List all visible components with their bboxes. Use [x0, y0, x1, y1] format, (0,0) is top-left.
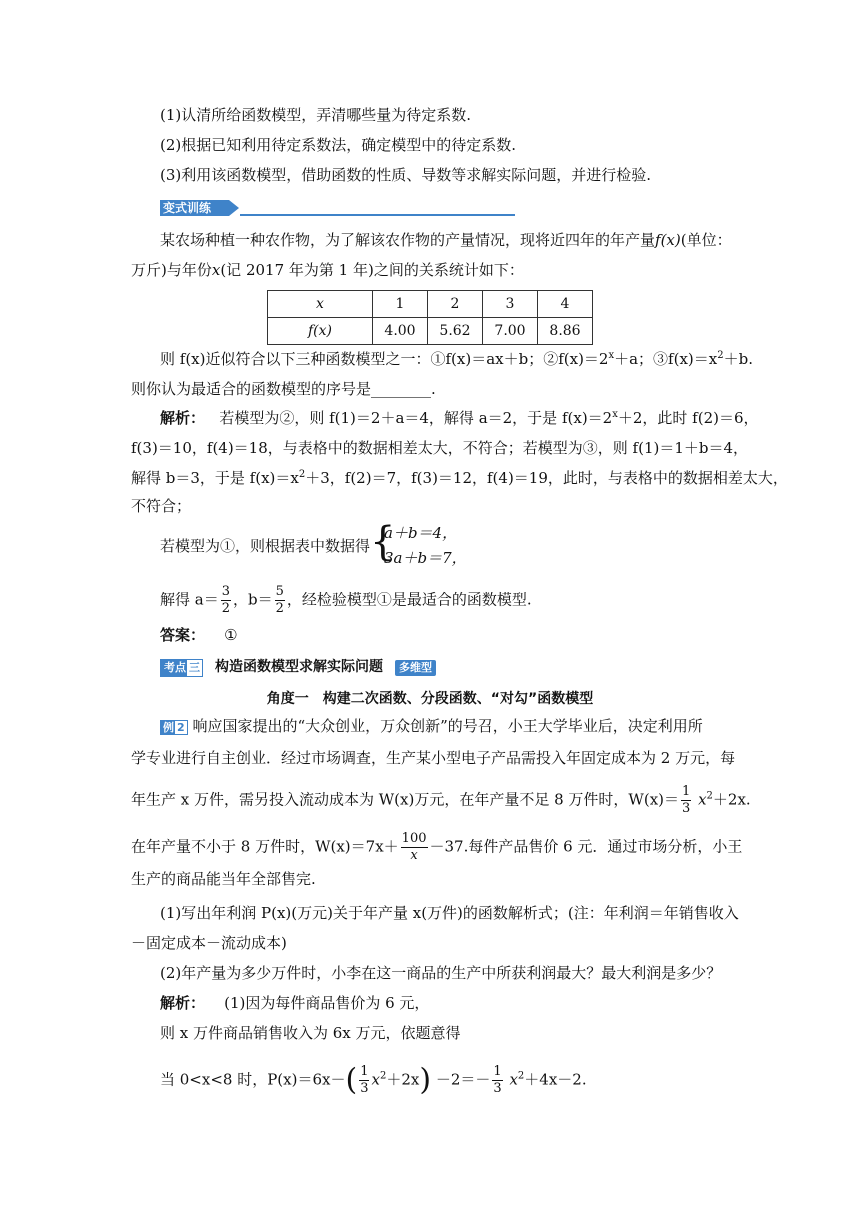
example-line-2: 学专业进行自主创业．经过市场调查，生产某小型电子产品需投入年固定成本为 2 万元，每: [131, 749, 736, 767]
analysis-text-3b: ＋3，f(2)＝7，f(3)＝12，f(4)＝19，此时，与表格中的数据相差太大，: [305, 469, 788, 487]
table-cell: 4: [538, 291, 593, 318]
system-brace-icon: {: [370, 519, 396, 565]
example-text-1: 响应国家提出的“大众创业，万众创新”的号召，小王大学毕业后，决定利用所: [192, 717, 703, 735]
example-text-4b: －37.每件产品售价 6 元．通过市场分析，小王: [429, 837, 743, 856]
solution-line-2: 则 x 万件商品销售收入为 6x 万元，依题意得: [160, 1024, 461, 1042]
question-text: 则 f(x)近似符合以下三种函数模型之一：①f(x)＝ax＋b；②f(x)＝2: [160, 350, 609, 368]
analysis-sup-3: 2: [298, 469, 306, 480]
table-cell: f(x): [268, 318, 373, 345]
question-1-line-b: －固定成本－流动成本): [131, 934, 287, 952]
analysis-line-6: [160, 584, 532, 617]
analysis-line-3: [131, 467, 788, 489]
fraction-third: [359, 1064, 369, 1097]
question-sup-2: 2: [717, 350, 724, 361]
banner-arrow-icon: [229, 200, 239, 216]
step-2: (2)根据已知利用待定系数法，确定模型中的待定系数.: [160, 136, 517, 154]
fraction-b: [275, 584, 285, 617]
answer-line: [160, 624, 238, 646]
table-cell: 5.62: [428, 318, 483, 345]
problem-text-2a: 万斤)与年份: [131, 261, 212, 279]
paren-right-icon: ): [419, 1062, 432, 1098]
system-eq-2: 3a＋b＝7，: [384, 549, 467, 567]
section-tag: 考点: [160, 659, 190, 677]
solution-line-3: [160, 1064, 587, 1097]
example-line-1: [160, 715, 703, 737]
table-cell: 1: [373, 291, 428, 318]
analysis-text-b: ＋2，此时 f(2)＝6，: [617, 409, 759, 427]
section-header: [160, 656, 436, 674]
solution-text-3d: －2＝－: [435, 1070, 491, 1089]
solution-sup: 2: [379, 1070, 387, 1082]
fraction-num: 1: [682, 784, 691, 799]
banner-label: 变式训练: [160, 200, 229, 216]
analysis-text-6a: 解得 a＝: [160, 590, 219, 609]
section-title: 构造函数模型求解实际问题: [215, 659, 383, 675]
solution-text-3c: ＋2x: [386, 1070, 420, 1089]
problem-fx: f(x): [655, 231, 681, 249]
example-text-4a: 在年产量不小于 8 万件时，W(x)＝7x＋: [131, 837, 399, 856]
analysis-text-3a: 解得 b＝3，于是 f(x)＝x: [131, 469, 299, 487]
fraction-third-2: [492, 1064, 502, 1097]
fraction-den: x: [410, 848, 418, 863]
question-text-d: ＋b.: [723, 350, 753, 368]
fraction-num: 1: [360, 1064, 369, 1079]
solution-text-3f: ＋4x－2.: [524, 1070, 587, 1089]
example-line-4: [131, 831, 742, 864]
fraction-num: 100: [401, 831, 427, 846]
problem-line-2: [131, 259, 524, 281]
solution-line-1: [160, 992, 429, 1014]
data-table: [267, 290, 593, 345]
angle-title: 角度一 构建二次函数、分段函数、“对勾”函数模型: [266, 691, 594, 707]
fraction-den: 3: [360, 1081, 369, 1096]
table-cell: 8.86: [538, 318, 593, 345]
variation-training-banner: [160, 200, 515, 216]
question-1-line-a: (1)写出年利润 P(x)(万元)关于年产量 x(万件)的函数解析式；(注：年利润＝年销售收入: [160, 904, 739, 922]
fraction-den: 3: [682, 801, 691, 816]
problem-text: 某农场种植一种农作物，为了解该农作物的产量情况，现将近四年的年产量: [160, 231, 656, 249]
example-tag: 例: [160, 720, 177, 735]
solution-sup-2: 2: [517, 1070, 525, 1082]
analysis-line-2: f(3)＝10，f(4)＝18，与表格中的数据相差太大，不符合；若模型为③，则 f(1)＝1＋b＝4，: [131, 439, 749, 457]
fraction-num: 3: [221, 584, 230, 599]
multi-type-badge: 多维型: [395, 660, 436, 676]
fraction-w: [681, 784, 691, 817]
table-row: [268, 318, 593, 345]
analysis-label: 解析：: [160, 409, 206, 427]
analysis-line-1: [160, 407, 759, 429]
solution-text-3a: 当 0<x<8 时，P(x)＝6x－: [160, 1070, 346, 1089]
question-line-1: [160, 348, 753, 370]
analysis-line-5: 若模型为①，则根据表中数据得: [160, 537, 371, 555]
solution-label: 解析：: [160, 994, 206, 1012]
fraction-num: 5: [275, 584, 284, 599]
question-text-c: ＋a；③f(x)＝x: [614, 350, 718, 368]
example-number: 2: [174, 720, 188, 735]
example-text-3a: 年生产 x 万件，需另投入流动成本为 W(x)万元，在年产量不足 8 万件时，W(x)＝: [131, 790, 680, 809]
answer-value: ①: [224, 626, 238, 644]
table-cell: 7.00: [483, 318, 538, 345]
table-cell: 4.00: [373, 318, 428, 345]
fraction-den: 2: [221, 601, 230, 616]
answer-label: 答案：: [160, 626, 206, 644]
example-sup: 2: [706, 790, 713, 802]
table-cell: x: [268, 291, 373, 318]
fraction-num: 1: [493, 1064, 502, 1079]
analysis-line-4: 不符合；: [131, 497, 192, 515]
solution-x: x: [371, 1070, 380, 1089]
analysis-text: 若模型为②，则 f(1)＝2＋a＝4，解得 a＝2，于是 f(x)＝2: [219, 409, 613, 427]
problem-x: x: [211, 261, 221, 279]
analysis-text-6c: ，经检验模型①是最适合的函数模型.: [286, 590, 532, 609]
question-line-2: 则你认为最适合的函数模型的序号是________.: [131, 380, 436, 398]
fraction-den: 3: [493, 1081, 502, 1096]
fraction-a: [221, 584, 231, 617]
table-cell: 2: [428, 291, 483, 318]
fraction-den: 2: [275, 601, 284, 616]
question-sup: x: [608, 350, 615, 361]
problem-text-b: (单位：: [680, 231, 732, 249]
banner-rule: [240, 214, 515, 216]
paren-left-icon: (: [345, 1062, 358, 1098]
analysis-text-6b: ，b＝: [233, 590, 273, 609]
solution-x-2: x: [509, 1070, 518, 1089]
example-line-3: [131, 784, 751, 817]
table-cell: 3: [483, 291, 538, 318]
fraction-100-x: [401, 831, 428, 864]
example-text-3b: x: [698, 790, 707, 809]
analysis-sup: x: [612, 409, 618, 420]
problem-text-2b: (记 2017 年为第 1 年)之间的关系统计如下：: [220, 261, 524, 279]
section-number: 三: [186, 659, 203, 677]
step-1: (1)认清所给函数模型，弄清哪些量为待定系数.: [160, 106, 472, 124]
problem-line-1: [160, 229, 732, 251]
example-text-3c: ＋2x.: [712, 790, 751, 809]
question-2-line: (2)年产量为多少万件时，小李在这一商品的生产中所获利润最大？最大利润是多少？: [160, 964, 722, 982]
solution-text-1: (1)因为每件商品售价为 6 元，: [224, 994, 430, 1012]
system-eq-1: a＋b＝4，: [384, 524, 458, 542]
step-3: (3)利用该函数模型，借助函数的性质、导数等求解实际问题，并进行检验.: [160, 166, 652, 184]
table-row: [268, 291, 593, 318]
example-line-5: 生产的商品能当年全部售完.: [131, 870, 316, 888]
